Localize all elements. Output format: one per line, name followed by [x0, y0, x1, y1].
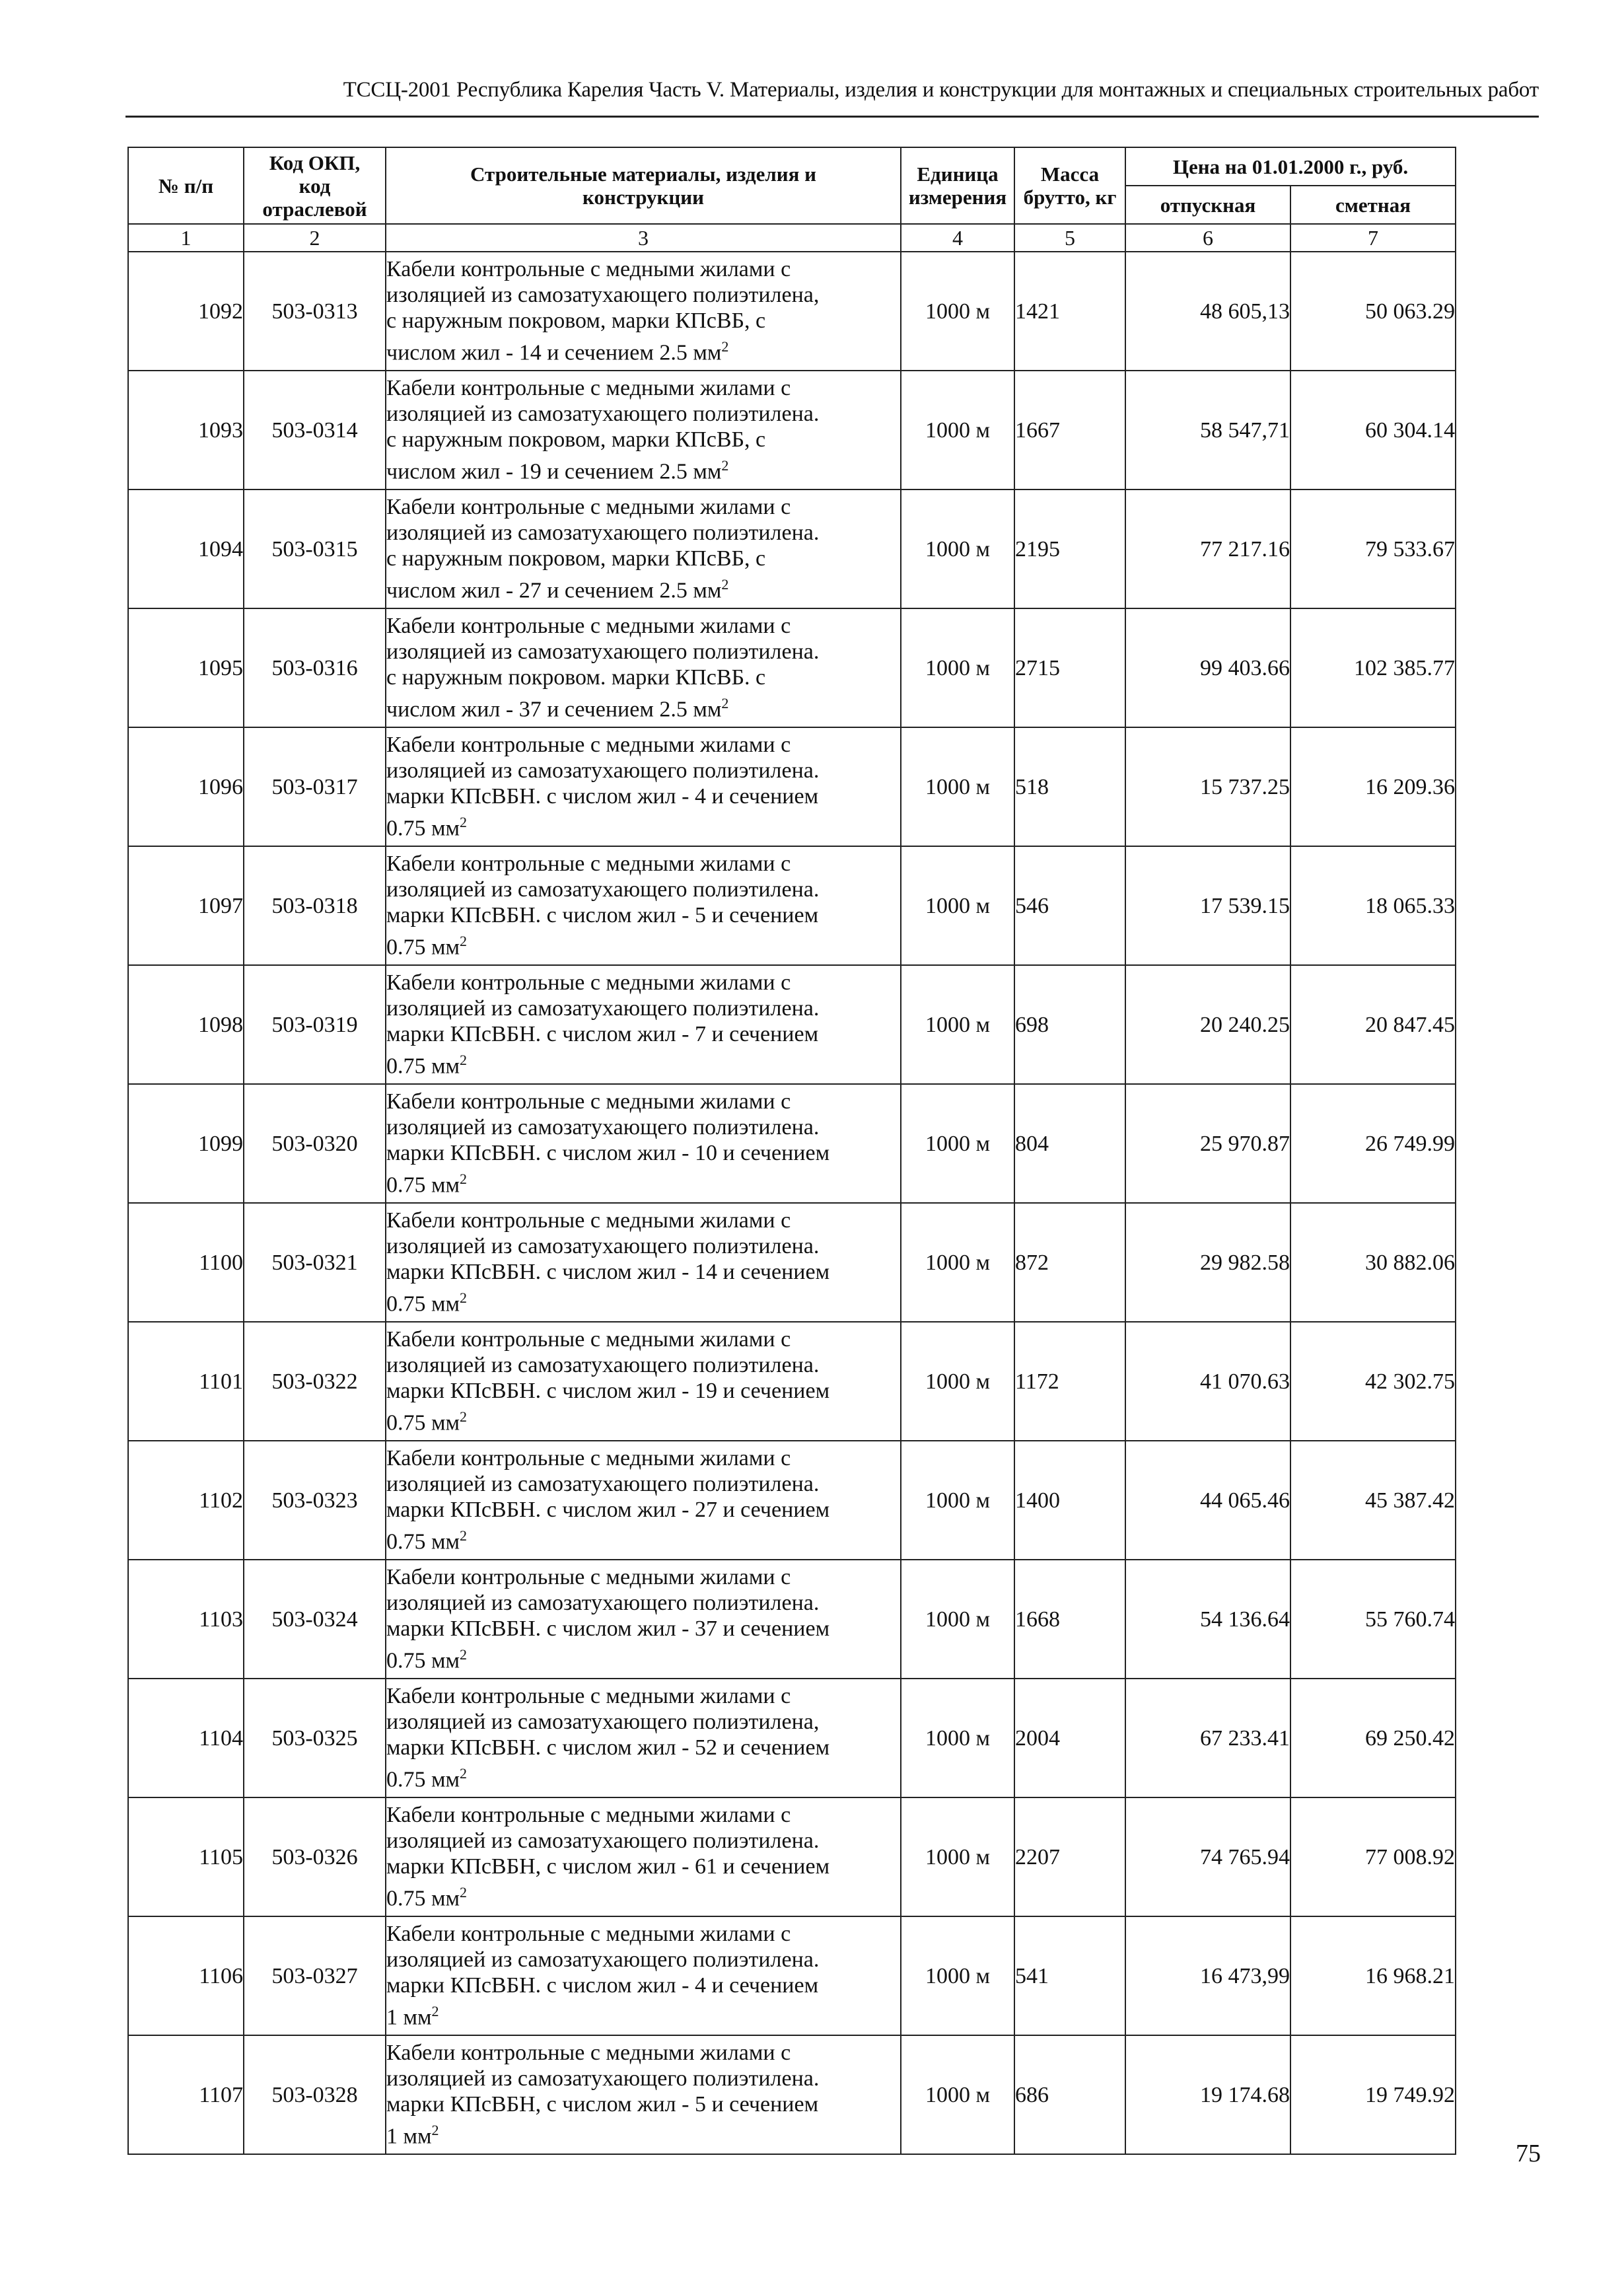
table-row	[128, 1560, 1456, 1679]
unit-exponent: 2	[460, 1646, 468, 1663]
description-line: марки КПсВБН, с числом жил - 5 и сечением	[386, 2092, 819, 2117]
description-line: Кабели контрольные с медными жилами с	[386, 1803, 791, 1828]
unit-of-measure: 1000 м	[901, 1084, 1014, 1203]
description-text: 0.75 мм	[386, 1767, 460, 1792]
material-description	[386, 252, 901, 371]
material-description	[386, 371, 901, 489]
okp-code: 503-0327	[244, 1916, 386, 2035]
description-line: Кабели контрольные с медными жилами с	[386, 257, 791, 282]
running-header: ТССЦ-2001 Республика Карелия Часть V. Материалы, изделия и конструкции для монтажных и специальных строительных работ	[343, 78, 1539, 102]
unit-of-measure: 1000 м	[901, 965, 1014, 1084]
description-text: 1 мм	[386, 2005, 432, 2030]
okp-code: 503-0320	[244, 1084, 386, 1203]
price-estimate: 69 250.42	[1290, 1679, 1456, 1797]
unit-of-measure: 1000 м	[901, 846, 1014, 965]
unit-of-measure: 1000 м	[901, 1203, 1014, 1322]
description-text: 0.75 мм	[386, 816, 460, 841]
header-price-sale: отпускная	[1125, 186, 1290, 224]
unit-of-measure: 1000 м	[901, 1916, 1014, 2035]
unit-exponent: 2	[460, 933, 468, 950]
gross-mass: 2715	[1014, 608, 1125, 727]
description-line	[386, 690, 900, 722]
description-text: 0.75 мм	[386, 1529, 460, 1554]
price-sale: 67 233.41	[1125, 1679, 1290, 1797]
row-number: 1099	[128, 1084, 244, 1203]
price-sale: 77 217.16	[1125, 489, 1290, 608]
gross-mass: 1421	[1014, 252, 1125, 371]
material-description	[386, 1322, 901, 1441]
table-row	[128, 1203, 1456, 1322]
unit-of-measure: 1000 м	[901, 608, 1014, 727]
description-line: изоляцией из самозатухающего полиэтилена.	[386, 639, 820, 665]
price-estimate: 102 385.77	[1290, 608, 1456, 727]
description-line: изоляцией из самозатухающего полиэтилена.	[386, 877, 820, 902]
material-description	[386, 1797, 901, 1916]
gross-mass: 872	[1014, 1203, 1125, 1322]
description-line: Кабели контрольные с медными жилами с	[386, 1922, 791, 1947]
okp-code: 503-0326	[244, 1797, 386, 1916]
price-estimate: 16 209.36	[1290, 727, 1456, 846]
description-line: Кабели контрольные с медными жилами с	[386, 1208, 791, 1233]
price-sale: 15 737.25	[1125, 727, 1290, 846]
okp-code: 503-0313	[244, 252, 386, 371]
row-number: 1092	[128, 252, 244, 371]
okp-code: 503-0322	[244, 1322, 386, 1441]
description-line: Кабели контрольные с медными жилами с	[386, 733, 791, 758]
gross-mass: 698	[1014, 965, 1125, 1084]
price-sale: 48 605,13	[1125, 252, 1290, 371]
description-line: изоляцией из самозатухающего полиэтилена.	[386, 402, 820, 427]
unit-of-measure: 1000 м	[901, 1441, 1014, 1560]
description-line: изоляцией из самозатухающего полиэтилена,	[386, 1710, 820, 1735]
description-line: изоляцией из самозатухающего полиэтилена.	[386, 521, 820, 546]
price-sale: 58 547,71	[1125, 371, 1290, 489]
price-sale: 74 765.94	[1125, 1797, 1290, 1916]
table-row	[128, 608, 1456, 727]
row-number: 1107	[128, 2035, 244, 2154]
unit-exponent: 2	[721, 695, 729, 712]
description-line	[386, 334, 900, 365]
description-text: 0.75 мм	[386, 1648, 460, 1673]
price-sale: 29 982.58	[1125, 1203, 1290, 1322]
description-line	[386, 1879, 900, 1911]
description-line: марки КПсВБН, с числом жил - 61 и сечением	[386, 1854, 830, 1879]
price-estimate: 77 008.92	[1290, 1797, 1456, 1916]
unit-of-measure: 1000 м	[901, 1797, 1014, 1916]
description-line: марки КПсВБН. с числом жил - 10 и сечением	[386, 1141, 830, 1166]
material-description	[386, 1560, 901, 1679]
gross-mass: 546	[1014, 846, 1125, 965]
column-number-row	[128, 224, 1456, 252]
table-row	[128, 1679, 1456, 1797]
gross-mass: 1668	[1014, 1560, 1125, 1679]
row-number: 1094	[128, 489, 244, 608]
description-line: марки КПсВБН. с числом жил - 5 и сечением	[386, 903, 819, 928]
price-sale: 16 473,99	[1125, 1916, 1290, 2035]
price-estimate: 55 760.74	[1290, 1560, 1456, 1679]
description-line: марки КПсВБН. с числом жил - 14 и сечением	[386, 1260, 830, 1285]
table-row	[128, 489, 1456, 608]
description-line: Кабели контрольные с медными жилами с	[386, 1684, 791, 1709]
row-number: 1095	[128, 608, 244, 727]
description-line: Кабели контрольные с медными жилами с	[386, 495, 791, 520]
price-sale: 25 970.87	[1125, 1084, 1290, 1203]
material-description	[386, 1084, 901, 1203]
price-estimate: 60 304.14	[1290, 371, 1456, 489]
table-row	[128, 1322, 1456, 1441]
description-text: 1 мм	[386, 2124, 432, 2149]
material-description	[386, 965, 901, 1084]
description-line	[386, 453, 900, 484]
table-row	[128, 252, 1456, 371]
description-line: изоляцией из самозатухающего полиэтилена.	[386, 1115, 820, 1140]
unit-exponent: 2	[431, 2003, 439, 2020]
description-line: марки КПсВБН. с числом жил - 37 и сечением	[386, 1616, 830, 1642]
unit-exponent: 2	[431, 2122, 439, 2139]
gross-mass: 804	[1014, 1084, 1125, 1203]
description-line	[386, 928, 900, 960]
description-line	[386, 2117, 900, 2149]
row-number: 1103	[128, 1560, 244, 1679]
description-line: Кабели контрольные с медными жилами с	[386, 852, 791, 877]
description-line: марки КПсВБН. с числом жил - 52 и сечением	[386, 1735, 830, 1760]
column-number: 2	[244, 224, 386, 252]
row-number: 1097	[128, 846, 244, 965]
header-price-estimate: сметная	[1290, 186, 1456, 224]
gross-mass: 686	[1014, 2035, 1125, 2154]
table-row	[128, 727, 1456, 846]
table-row	[128, 846, 1456, 965]
table-row	[128, 371, 1456, 489]
description-line: изоляцией из самозатухающего полиэтилена,	[386, 283, 820, 308]
gross-mass: 1400	[1014, 1441, 1125, 1560]
row-number: 1105	[128, 1797, 244, 1916]
table-row	[128, 1441, 1456, 1560]
column-number: 1	[128, 224, 244, 252]
description-text: 0.75 мм	[386, 1886, 460, 1911]
description-line: изоляцией из самозатухающего полиэтилена.	[386, 1591, 820, 1616]
price-sale: 41 070.63	[1125, 1322, 1290, 1441]
gross-mass: 2207	[1014, 1797, 1125, 1916]
description-line: с наружным покровом. марки КПсВБ. с	[386, 665, 766, 690]
description-line	[386, 1760, 900, 1792]
description-line: Кабели контрольные с медными жилами с	[386, 1327, 791, 1352]
price-estimate: 50 063.29	[1290, 252, 1456, 371]
unit-of-measure: 1000 м	[901, 2035, 1014, 2154]
description-line: марки КПсВБН. с числом жил - 19 и сечением	[386, 1379, 830, 1404]
description-line	[386, 1523, 900, 1554]
okp-code: 503-0315	[244, 489, 386, 608]
column-number: 3	[386, 224, 901, 252]
description-line: изоляцией из самозатухающего полиэтилена.	[386, 1234, 820, 1259]
okp-code: 503-0316	[244, 608, 386, 727]
price-estimate: 16 968.21	[1290, 1916, 1456, 2035]
description-line: с наружным покровом, марки КПсВБ, с	[386, 546, 766, 571]
header-unit: Единица измерения	[901, 147, 1014, 224]
column-number: 5	[1014, 224, 1125, 252]
description-line: изоляцией из самозатухающего полиэтилена.	[386, 758, 820, 783]
header-mass: Масса брутто, кг	[1014, 147, 1125, 224]
unit-of-measure: 1000 м	[901, 1560, 1014, 1679]
unit-exponent: 2	[721, 457, 729, 474]
header-row	[128, 147, 1456, 186]
table-row	[128, 965, 1456, 1084]
description-line: изоляцией из самозатухающего полиэтилена.	[386, 996, 820, 1021]
description-line: изоляцией из самозатухающего полиэтилена.	[386, 1472, 820, 1497]
description-text: 0.75 мм	[386, 1410, 460, 1435]
description-text: числом жил - 37 и сечением 2.5 мм	[386, 697, 722, 722]
okp-code: 503-0324	[244, 1560, 386, 1679]
price-sale: 54 136.64	[1125, 1560, 1290, 1679]
description-text: 0.75 мм	[386, 1173, 460, 1198]
price-sale: 99 403.66	[1125, 608, 1290, 727]
description-line	[386, 1166, 900, 1198]
description-line: Кабели контрольные с медными жилами с	[386, 1089, 791, 1114]
okp-code: 503-0328	[244, 2035, 386, 2154]
unit-exponent: 2	[460, 1289, 468, 1307]
material-description	[386, 489, 901, 608]
unit-of-measure: 1000 м	[901, 371, 1014, 489]
price-estimate: 45 387.42	[1290, 1441, 1456, 1560]
unit-of-measure: 1000 м	[901, 1322, 1014, 1441]
description-line: Кабели контрольные с медными жилами с	[386, 1446, 791, 1471]
gross-mass: 518	[1014, 727, 1125, 846]
okp-code: 503-0323	[244, 1441, 386, 1560]
gross-mass: 2004	[1014, 1679, 1125, 1797]
unit-exponent: 2	[721, 338, 729, 355]
description-line: с наружным покровом, марки КПсВБ, с	[386, 308, 766, 334]
unit-exponent: 2	[460, 1408, 468, 1426]
okp-code: 503-0321	[244, 1203, 386, 1322]
unit-of-measure: 1000 м	[901, 1679, 1014, 1797]
description-text: 0.75 мм	[386, 1054, 460, 1079]
price-sale: 44 065.46	[1125, 1441, 1290, 1560]
description-line: марки КПсВБН. с числом жил - 4 и сечением	[386, 784, 819, 809]
description-text: 0.75 мм	[386, 1291, 460, 1317]
okp-code: 503-0319	[244, 965, 386, 1084]
unit-exponent: 2	[460, 814, 468, 831]
price-sale: 20 240.25	[1125, 965, 1290, 1084]
material-description	[386, 1679, 901, 1797]
material-description	[386, 1916, 901, 2035]
material-description	[386, 1203, 901, 1322]
gross-mass: 1172	[1014, 1322, 1125, 1441]
description-line	[386, 1642, 900, 1673]
description-line	[386, 809, 900, 841]
okp-code: 503-0317	[244, 727, 386, 846]
material-description	[386, 1441, 901, 1560]
description-line	[386, 571, 900, 603]
price-estimate: 20 847.45	[1290, 965, 1456, 1084]
unit-exponent: 2	[460, 1884, 468, 1901]
description-line: Кабели контрольные с медными жилами с	[386, 2041, 791, 2066]
okp-code: 503-0314	[244, 371, 386, 489]
price-estimate: 42 302.75	[1290, 1322, 1456, 1441]
table-row	[128, 2035, 1456, 2154]
material-description	[386, 2035, 901, 2154]
description-line: Кабели контрольные с медными жилами с	[386, 376, 791, 401]
description-line: изоляцией из самозатухающего полиэтилена.	[386, 1353, 820, 1378]
description-line	[386, 1047, 900, 1079]
description-line: с наружным покровом, марки КПсВБ, с	[386, 427, 766, 453]
row-number: 1098	[128, 965, 244, 1084]
row-number: 1100	[128, 1203, 244, 1322]
header-price-group: Цена на 01.01.2000 г., руб.	[1125, 147, 1456, 186]
price-estimate: 26 749.99	[1290, 1084, 1456, 1203]
header-rule	[125, 116, 1539, 118]
description-text: 0.75 мм	[386, 935, 460, 960]
gross-mass: 2195	[1014, 489, 1125, 608]
price-table	[127, 147, 1456, 2155]
table-row	[128, 1797, 1456, 1916]
column-number: 6	[1125, 224, 1290, 252]
description-line: изоляцией из самозатухающего полиэтилена.	[386, 1947, 820, 1973]
table-body	[128, 252, 1456, 2154]
price-estimate: 19 749.92	[1290, 2035, 1456, 2154]
unit-exponent: 2	[721, 576, 729, 593]
description-line: Кабели контрольные с медными жилами с	[386, 614, 791, 639]
table-row	[128, 1916, 1456, 2035]
table-row	[128, 1084, 1456, 1203]
description-text: числом жил - 27 и сечением 2.5 мм	[386, 578, 722, 603]
unit-of-measure: 1000 м	[901, 489, 1014, 608]
unit-exponent: 2	[460, 1765, 468, 1782]
row-number: 1102	[128, 1441, 244, 1560]
row-number: 1106	[128, 1916, 244, 2035]
unit-of-measure: 1000 м	[901, 252, 1014, 371]
description-text: числом жил - 14 и сечением 2.5 мм	[386, 340, 722, 365]
row-number: 1104	[128, 1679, 244, 1797]
unit-exponent: 2	[460, 1171, 468, 1188]
description-line	[386, 1404, 900, 1435]
price-estimate: 79 533.67	[1290, 489, 1456, 608]
description-line: Кабели контрольные с медными жилами с	[386, 970, 791, 996]
description-line: марки КПсВБН. с числом жил - 4 и сечением	[386, 1973, 819, 1998]
okp-code: 503-0318	[244, 846, 386, 965]
unit-exponent: 2	[460, 1527, 468, 1544]
description-line: марки КПсВБН. с числом жил - 7 и сечением	[386, 1022, 819, 1047]
okp-code: 503-0325	[244, 1679, 386, 1797]
column-number: 7	[1290, 224, 1456, 252]
description-line: изоляцией из самозатухающего полиэтилена.	[386, 2066, 820, 2091]
unit-of-measure: 1000 м	[901, 727, 1014, 846]
header-materials: Строительные материалы, изделия и конструкции	[386, 147, 901, 224]
description-text: числом жил - 19 и сечением 2.5 мм	[386, 459, 722, 484]
row-number: 1093	[128, 371, 244, 489]
price-sale: 19 174.68	[1125, 2035, 1290, 2154]
description-line: изоляцией из самозатухающего полиэтилена.	[386, 1829, 820, 1854]
price-estimate: 18 065.33	[1290, 846, 1456, 965]
unit-exponent: 2	[460, 1052, 468, 1069]
material-description	[386, 608, 901, 727]
row-number: 1096	[128, 727, 244, 846]
gross-mass: 1667	[1014, 371, 1125, 489]
material-description	[386, 846, 901, 965]
description-line	[386, 1998, 900, 2030]
price-sale: 17 539.15	[1125, 846, 1290, 965]
header-okp-code: Код ОКП, код отраслевой	[244, 147, 386, 224]
header-no: № п/п	[128, 147, 244, 224]
description-line: марки КПсВБН. с числом жил - 27 и сечением	[386, 1498, 830, 1523]
material-description	[386, 727, 901, 846]
row-number: 1101	[128, 1322, 244, 1441]
column-number: 4	[901, 224, 1014, 252]
description-line: Кабели контрольные с медными жилами с	[386, 1565, 791, 1590]
price-estimate: 30 882.06	[1290, 1203, 1456, 1322]
gross-mass: 541	[1014, 1916, 1125, 2035]
description-line	[386, 1285, 900, 1317]
page-number: 75	[1516, 2140, 1541, 2167]
